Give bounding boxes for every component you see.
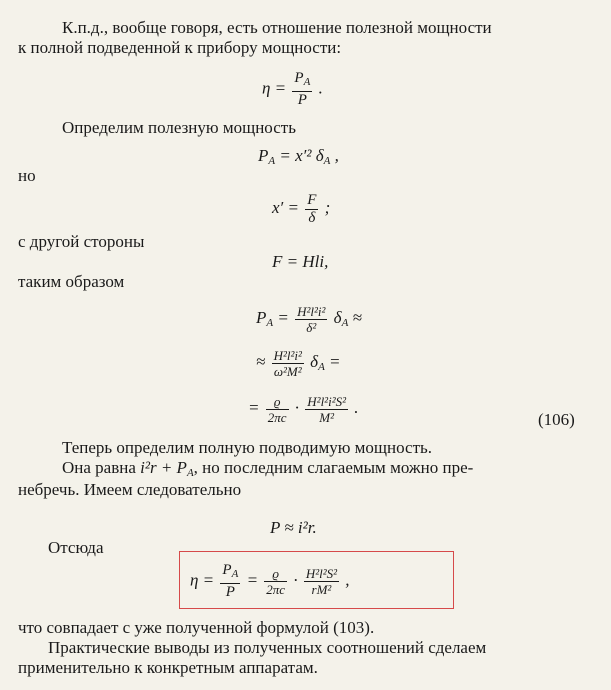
eq-rhs: = x′² δ <box>279 146 324 165</box>
subscript: A <box>268 155 276 167</box>
text-practical-line-2: применительно к конкретным аппаратам. <box>18 658 318 677</box>
subscript: A <box>231 568 239 580</box>
denominator: 2πc <box>267 409 287 425</box>
text-other-side: с другой стороны <box>18 232 145 251</box>
numerator: F <box>307 191 317 208</box>
equals: = <box>246 570 259 590</box>
subscript: A <box>323 155 331 167</box>
subscript: A <box>341 317 349 329</box>
subscript: A <box>303 76 311 88</box>
equation-final-pa <box>248 390 358 426</box>
text-part: , но последним слагаемым можно пре- <box>193 458 474 477</box>
fraction <box>305 394 348 425</box>
dot: · <box>293 570 298 590</box>
equation-x <box>272 190 330 227</box>
paragraph-line-1: К.п.д., вообще говоря, есть отношение полезной мощности <box>62 18 492 37</box>
numerator: P <box>222 562 232 578</box>
delta: δ <box>310 352 319 371</box>
punct: . <box>318 78 323 98</box>
denominator: 2πc <box>266 582 286 597</box>
equation-pa-expanded <box>256 300 362 341</box>
subscript: A <box>186 467 194 479</box>
fraction <box>305 192 318 227</box>
denominator: δ² <box>306 319 317 335</box>
approx: ≈ <box>256 352 266 371</box>
subscript: A <box>266 317 274 329</box>
equation-total-power: P ≈ i²r. <box>270 518 317 537</box>
punct: , <box>345 570 350 590</box>
text-practical-line-1: Практические выводы из полученных соотношений сделаем <box>48 638 487 657</box>
denominator: rM² <box>311 582 332 597</box>
denominator: M² <box>319 409 334 425</box>
text-hence: Отсюда <box>48 538 104 557</box>
equation-efficiency <box>262 70 323 109</box>
denominator: P <box>225 584 235 600</box>
word-no: но <box>18 166 36 185</box>
paragraph-line-2: к полной подведенной к прибору мощности: <box>18 38 342 57</box>
approx: ≈ <box>352 308 362 327</box>
numerator: H²l²S² <box>305 566 338 581</box>
fraction <box>266 394 289 425</box>
dot: · <box>294 398 300 417</box>
eq-lhs: P <box>256 308 267 327</box>
equation-force: F = Hli, <box>272 252 329 271</box>
fraction <box>295 304 327 335</box>
fraction <box>292 70 312 109</box>
subscript: A <box>318 361 325 373</box>
equals: = <box>329 352 341 371</box>
eq-lhs: η = <box>190 570 215 590</box>
equals: = <box>277 308 289 327</box>
numerator: P <box>294 70 304 86</box>
eq-lhs: P <box>258 146 269 165</box>
inline-math: i²r + P <box>140 458 187 477</box>
delta: δ <box>333 308 342 327</box>
numerator: ϱ <box>264 566 287 582</box>
punct: , <box>334 146 339 165</box>
equation-useful-power <box>258 146 339 171</box>
fraction <box>304 566 339 597</box>
text-part: Она равна <box>62 458 136 477</box>
denominator: ω²M² <box>273 363 302 379</box>
eq-lhs: x′ = <box>272 198 299 217</box>
eq-lhs: η = <box>262 78 287 98</box>
text-define: Определим полезную мощность <box>62 118 296 137</box>
fraction <box>272 348 304 379</box>
fraction <box>220 562 240 601</box>
denominator: P <box>297 92 307 108</box>
punct: ; <box>324 198 331 217</box>
equation-number: (106) <box>538 410 575 429</box>
equals: = <box>248 398 260 417</box>
equation-approx <box>256 344 341 385</box>
denominator: δ <box>308 209 316 226</box>
text-neglect: небречь. Имеем следовательно <box>18 480 242 499</box>
text-thus: таким образом <box>18 272 125 291</box>
numerator: H²l²i² <box>273 347 302 363</box>
punct: . <box>354 398 359 417</box>
numerator: H²l²i²S² <box>307 393 346 409</box>
equation-boxed <box>190 562 350 601</box>
text-coincides: что совпадает с уже полученной формулой (103). <box>18 618 375 637</box>
numerator: ϱ <box>266 394 289 410</box>
fraction <box>264 566 287 597</box>
text-now: Теперь определим полную подводимую мощность. <box>62 438 433 457</box>
numerator: H²l²i² <box>297 303 326 319</box>
